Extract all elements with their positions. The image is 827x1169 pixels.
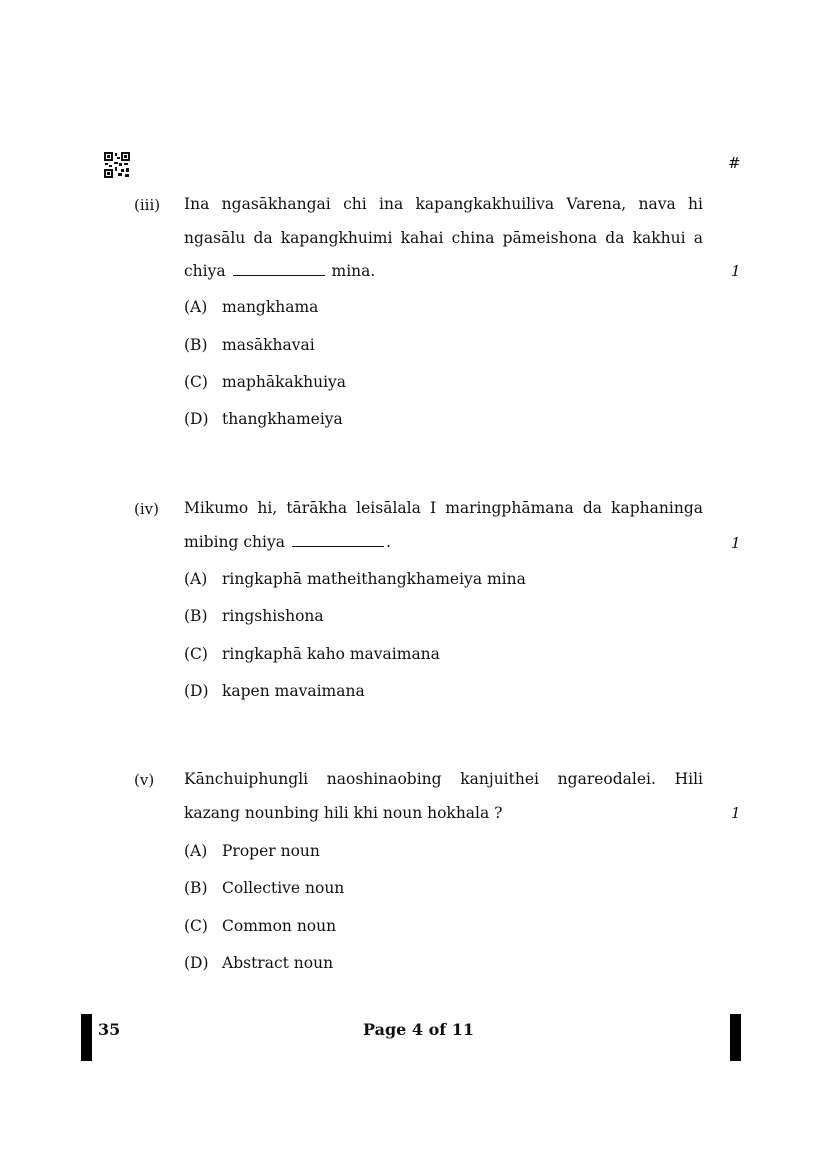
footer-left-bar	[81, 1014, 92, 1061]
option-d: (D) kapen mavaimana	[184, 682, 365, 700]
question-marks: 1	[731, 534, 741, 552]
question-marks: 1	[731, 262, 741, 280]
option-a: (A) ringkaphā matheithangkhameiya mina	[184, 570, 526, 588]
option-c: (C) maphākakhuiya	[184, 373, 347, 391]
option-d: (D) Abstract noun	[184, 954, 334, 972]
answer-blank	[233, 275, 325, 276]
option-d: (D) thangkhameiya	[184, 410, 343, 428]
header-hash: #	[728, 154, 741, 172]
question-number: (iv)	[134, 500, 159, 518]
question-number: (v)	[134, 771, 155, 789]
page-number: Page 4 of 11	[363, 1020, 474, 1039]
option-b: (B) masākhavai	[184, 336, 315, 354]
option-a: (A) mangkhama	[184, 298, 319, 316]
option-c: (C) Common noun	[184, 917, 337, 935]
option-b: (B) Collective noun	[184, 879, 345, 897]
question-number: (iii)	[134, 196, 161, 214]
footer-right-bar	[730, 1014, 741, 1061]
question-text: Kānchuiphungli naoshinaobing kanjuithei ngareodalei. Hili kazang nounbing hili khi noun hokhala ?	[184, 770, 703, 822]
question-text: Ina ngasākhangai chi ina kapangkakhuiliva Varena, nava hi ngasālu da kapangkhuimi kahai china pāmeishona da kakhui a chiya mina.	[184, 195, 703, 280]
option-c: (C) ringkaphā kaho mavaimana	[184, 645, 440, 663]
qr-code-icon	[104, 152, 130, 178]
answer-blank	[292, 546, 384, 547]
question-marks: 1	[731, 804, 741, 822]
option-b: (B) ringshishona	[184, 607, 324, 625]
option-a: (A) Proper noun	[184, 842, 320, 860]
question-text: Mikumo hi, tārākha leisālala I maringphāmana da kaphaninga mibing chiya .	[184, 499, 703, 551]
paper-code: 35	[98, 1020, 121, 1039]
